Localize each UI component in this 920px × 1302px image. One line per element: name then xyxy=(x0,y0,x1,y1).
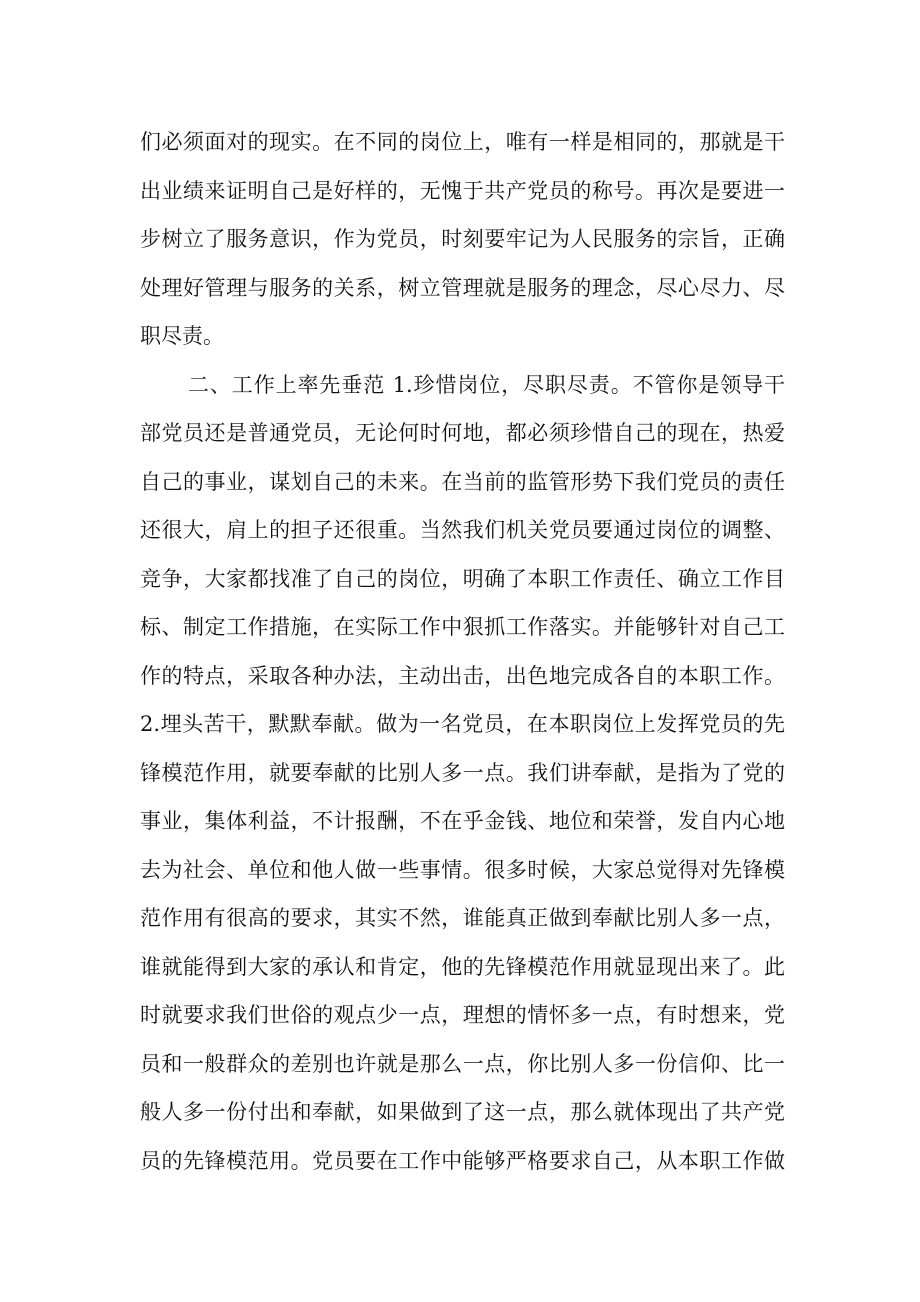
text-line: 时就要求我们世俗的观点少一点，理想的情怀多一点，有时想来，党 xyxy=(140,1003,785,1027)
text-line: 竞争，大家都找准了自己的岗位，明确了本职工作责任、确立工作目 xyxy=(140,566,785,591)
text-line: 部党员还是普通党员，无论何时何地，都必须珍惜自己的现在，热爱 xyxy=(140,421,785,445)
text-line: 职尽责。 xyxy=(140,324,224,348)
text-line: 们必须面对的现实。在不同的岗位上，唯有一样是相同的，那就是干 xyxy=(140,130,785,154)
text-line: 出业绩来证明自己是好样的，无愧于共产党员的称号。再次是要进一 xyxy=(140,178,785,203)
text-line: 事业，集体利益，不计报酬，不在乎金钱、地位和荣誉，发自内心地 xyxy=(140,809,785,833)
text-line: 还很大，肩上的担子还很重。当然我们机关党员要通过岗位的调整、 xyxy=(140,518,785,542)
text-line: 处理好管理与服务的关系，树立管理就是服务的理念，尽心尽力、尽 xyxy=(140,275,785,300)
text-line: 作的特点，采取各种办法，主动出击，出色地完成各自的本职工作。 xyxy=(140,663,785,688)
text-line: 锋模范作用，就要奉献的比别人多一点。我们讲奉献，是指为了党的 xyxy=(140,760,785,785)
text-line: 去为社会、单位和他人做一些事情。很多时候，大家总觉得对先锋模 xyxy=(140,857,785,882)
text-line: 2.埋头苦干，默默奉献。做为一名党员，在本职岗位上发挥党员的先 xyxy=(140,712,785,736)
text-line: 员和一般群众的差别也许就是那么一点，你比别人多一份信仰、比一 xyxy=(140,1051,785,1076)
text-line: 范作用有很高的要求，其实不然，谁能真正做到奉献比别人多一点， xyxy=(140,906,785,930)
body-text xyxy=(140,118,785,1185)
text-line: 二、工作上率先垂范 1.珍惜岗位，尽职尽责。不管你是领导干 xyxy=(188,372,785,397)
text-line: 自己的事业，谋划自己的未来。在当前的监管形势下我们党员的责任 xyxy=(140,469,785,494)
text-line: 步树立了服务意识，作为党员，时刻要牢记为人民服务的宗旨，正确 xyxy=(140,227,785,251)
text-line: 谁就能得到大家的承认和肯定，他的先锋模范作用就显现出来了。此 xyxy=(140,954,785,979)
text-line: 员的先锋模范用。党员要在工作中能够严格要求自己，从本职工作做 xyxy=(140,1148,785,1173)
text-line: 般人多一份付出和奉献，如果做到了这一点，那么就体现出了共产党 xyxy=(140,1100,785,1124)
text-line: 标、制定工作措施，在实际工作中狠抓工作落实。并能够针对自己工 xyxy=(140,615,785,639)
